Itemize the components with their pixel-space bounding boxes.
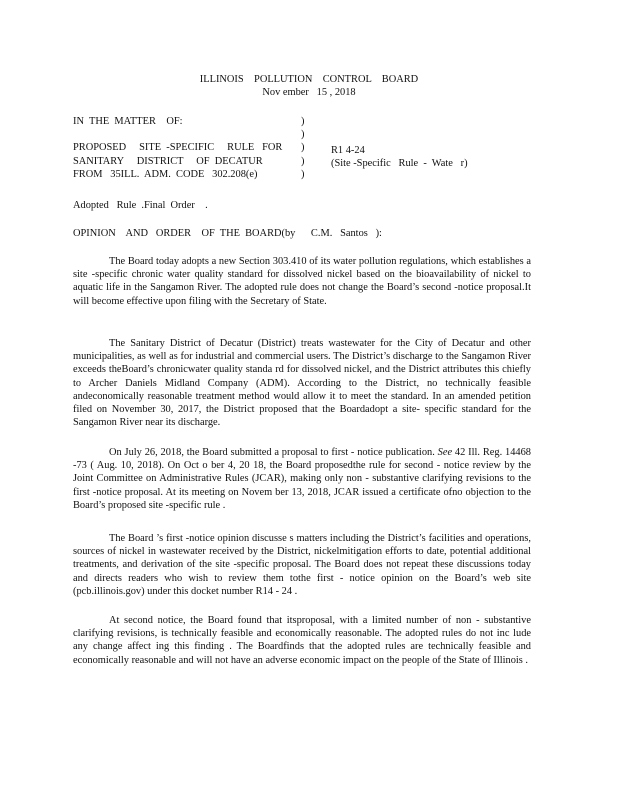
caption-line: IN THE MATTER OF: [73, 116, 183, 127]
caption-right [331, 144, 531, 170]
paren: ) [301, 155, 305, 167]
paragraph-4: The Board ’s first -notice opinion discusse s matters including the District’s facilities and operations, sources of nickel in wastewater received by the District, nickelmitigation efforts to date, potential additional treatments, and derivation of the site -specific proposal. The Board does not repeat these discussions today and directs readers who wish to review them tothe first - notice opinion on the Board’s web site (pcb.illinois.gov) under this docket number R14 - 24 . [73, 533, 531, 597]
paragraph-3: On July 26, 2018, the Board submitted a proposal to first - notice publication. See 42 Ill. Reg. 14468 -73 ( Aug. 10, 2018). On Oct o ber 4, 20 18, the Board proposedthe rule for second - notice review by the Joint Committee on Administrative Rules (JCAR), making only non - substantive clarifying revisions to the first -notice proposal. At its meeting on Novem ber 13, 2018, JCAR issued a certificate ofno objection to the Board’s proposed site -specific rule . [73, 447, 531, 511]
caption-left [73, 115, 298, 181]
caption-line [73, 128, 298, 141]
paren: ) [301, 129, 305, 141]
document-header [0, 73, 618, 99]
paragraph-5: At second notice, the Board found that itsproposal, with a limited number of non - substantive clarifying revisions, is technically feasible and economically reasonable. The adopted rules do not inc lude any change affect ing this finding . The Boardfinds that the adopted rules are technically feasible and economically reasonable and will not have an adverse economic impact on the people of the State of Illinois . [73, 615, 531, 666]
opinion-heading: OPINION AND ORDER OF THE BOARD(by C.M. Santos ): [73, 228, 382, 239]
paren: ) [301, 142, 305, 154]
caption-parentheses [301, 115, 315, 181]
caption-line: SANITARY DISTRICT OF DECATUR [73, 155, 263, 167]
caption-line: FROM 35ILL. ADM. CODE 302.208(e) [73, 168, 258, 180]
paragraph-1: The Board today adopts a new Section 303.410 of its water pollution regulations, which establishes a site -specific chronic water quality standard for dissolved nickel based on the bioavailability of nickel to aquatic life in the Sangamon River. The adopted rule does not change the Board’s second -notice proposal.It will become effective upon filing with the Secretary of State. [73, 256, 531, 307]
caption-line: PROPOSED SITE -SPECIFIC RULE FOR [73, 142, 283, 154]
citation-signal: See [437, 447, 453, 458]
docket-description: (Site -Specific Rule - Wate r) [331, 158, 468, 170]
paren: ) [301, 168, 305, 180]
document-date: Nov ember 15 , 2018 [262, 87, 356, 99]
docket-number: R1 4-24 [331, 145, 365, 156]
paragraph-2: The Sanitary District of Decatur (District) treats wastewater for the City of Decatur and other municipalities, as well as for industrial and commercial users. The District’s discharge to the Sangamon River exceeds theBoard’s chronicwater quality standa rd for dissolved nickel, and the District attributes this chiefly to Archer Daniels Midland Company (ADM). According to the District, no technically feasible andeconomically reasonable treatment method would allow it to meet the standard. In an amended petition filed on November 30, 2017, the District proposed that the Boardadopt a site- specific standard for the Sangamon River near its discharge. [73, 338, 531, 429]
agency-name: ILLINOIS POLLUTION CONTROL BOARD [199, 74, 419, 85]
adopted-rule-line: Adopted Rule .Final Order . [73, 200, 208, 211]
case-caption [73, 115, 543, 185]
paren: ) [301, 116, 305, 127]
